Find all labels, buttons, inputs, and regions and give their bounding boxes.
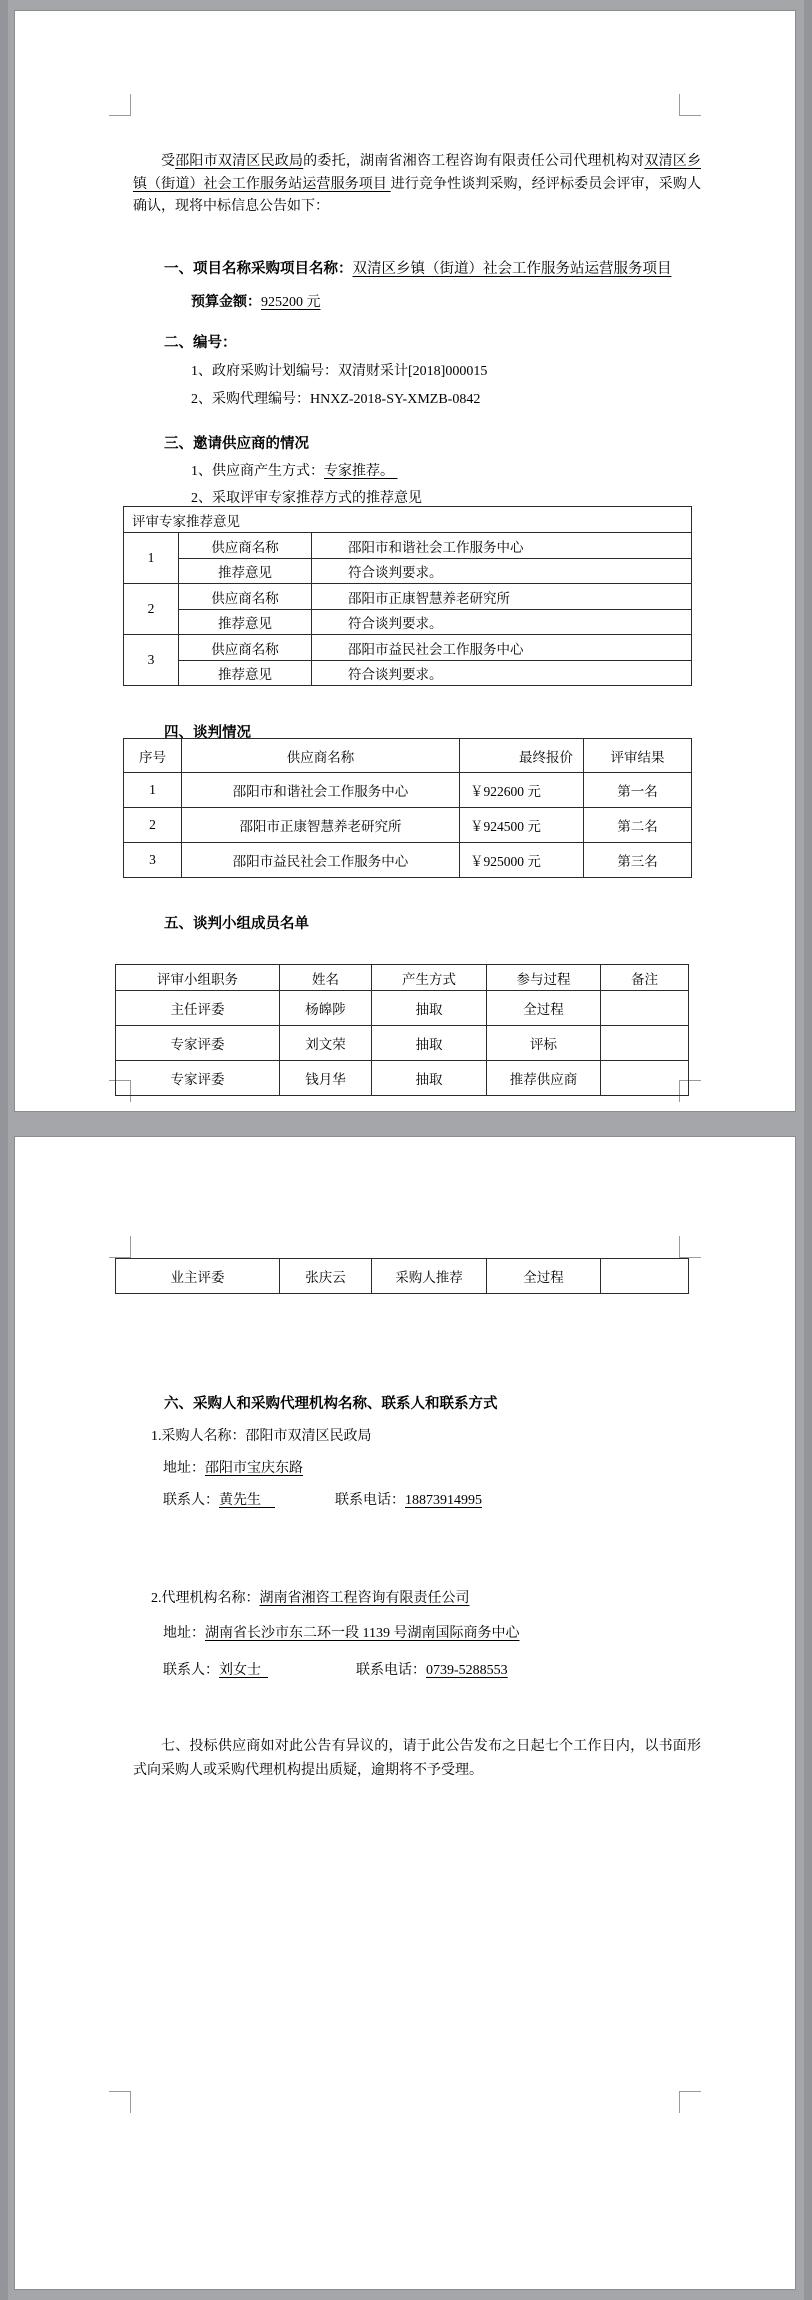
section-7-paragraph: 七、投标供应商如对此公告有异议的，请于此公告发布之日起七个工作日内，以书面形式向采购人或采购代理机构提出质疑，逾期将不予受理。	[133, 1739, 701, 1778]
negotiation-header-price: 最终报价	[460, 739, 584, 773]
panel-row-role: 专家评委	[116, 1061, 280, 1096]
buyer-phone-label: 联系电话：	[335, 1493, 405, 1508]
window-edge-left	[0, 0, 8, 2300]
panel-row-note	[601, 1026, 689, 1061]
negotiation-row-price: ￥925000 元	[460, 843, 584, 878]
panel-header-name: 姓名	[280, 965, 372, 991]
expert-row-1-no: 1	[124, 533, 179, 584]
intro-prefix: 受	[161, 154, 176, 169]
panel-row-process: 全过程	[487, 1259, 601, 1294]
agency-phone-label: 联系电话：	[356, 1663, 426, 1678]
budget-label: 预算金额：	[191, 295, 261, 310]
negotiation-header-no: 序号	[124, 739, 182, 773]
expert-table-title: 评审专家推荐意见	[124, 507, 692, 533]
agency-phone-value: 0739-5288553	[426, 1663, 508, 1678]
agency-number-line: 2、采购代理编号：HNXZ-2018-SY-XMZB-0842	[191, 392, 481, 407]
expert-row-2-supplier: 邵阳市正康智慧养老研究所	[312, 584, 692, 610]
expert-row-1-opinion: 符合谈判要求。	[312, 559, 692, 584]
negotiation-row-supplier: 邵阳市益民社会工作服务中心	[182, 843, 460, 878]
section-1-project-name: 双清区乡镇（街道）社会工作服务站运营服务项目	[352, 261, 672, 277]
agency-address-value: 湖南省长沙市东二环一段 1139 号湖南国际商务中心	[205, 1626, 520, 1641]
negotiation-header-result: 评审结果	[584, 739, 692, 773]
project-name: 双清区乡镇（街道）社会工作服务站运营服务项目	[133, 154, 702, 192]
section-4-heading: 四、谈判情况	[164, 725, 251, 741]
panel-row-method: 抽取	[372, 1026, 487, 1061]
panel-row-role: 主任评委	[116, 991, 280, 1026]
panel-row-name: 刘文荣	[280, 1026, 372, 1061]
panel-row-process: 全过程	[487, 991, 601, 1026]
opinion-label: 推荐意见	[179, 610, 312, 635]
crop-mark-bottom-left-icon	[109, 2091, 131, 2113]
section-5-heading: 五、谈判小组成员名单	[164, 916, 309, 932]
negotiation-row-supplier: 邵阳市正康智慧养老研究所	[182, 808, 460, 843]
panel-header-process: 参与过程	[487, 965, 601, 991]
expert-row-1-supplier: 邵阳市和谐社会工作服务中心	[312, 533, 692, 559]
crop-mark-top-right-icon	[679, 94, 701, 116]
panel-member-table-continued	[115, 1258, 689, 1294]
panel-row-process: 推荐供应商	[487, 1061, 601, 1096]
agency-address-label: 地址：	[163, 1626, 205, 1641]
agency-name-value: 湖南省湘咨工程咨询有限责任公司	[259, 1591, 470, 1606]
page-1	[14, 10, 796, 1112]
expert-row-3-opinion: 符合谈判要求。	[312, 661, 692, 686]
panel-row-name: 钱月华	[280, 1061, 372, 1096]
agency-contact-label: 联系人：	[163, 1663, 219, 1678]
supplier-source-line	[191, 460, 398, 480]
negotiation-row-price: ￥924500 元	[460, 808, 584, 843]
section-1-label: 一、项目名称采购项目名称：	[164, 261, 353, 277]
panel-header-role: 评审小组职务	[116, 965, 280, 991]
entrusting-org: 邵阳市双清区民政局	[175, 154, 304, 169]
section-2-heading: 二、编号：	[164, 335, 237, 351]
negotiation-row-no: 3	[124, 843, 182, 878]
panel-row-name: 张庆云	[280, 1259, 372, 1294]
negotiation-row-supplier: 邵阳市和谐社会工作服务中心	[182, 773, 460, 808]
crop-mark-top-left-icon	[109, 94, 131, 116]
agency-contact-line	[163, 1659, 508, 1679]
recommendation-intro-line: 2、采取评审专家推荐方式的推荐意见	[191, 491, 422, 506]
expert-recommendation-table	[123, 506, 692, 686]
supplier-name-label: 供应商名称	[179, 635, 312, 661]
panel-header-method: 产生方式	[372, 965, 487, 991]
expert-row-3-no: 3	[124, 635, 179, 686]
buyer-contact-label: 联系人：	[163, 1493, 219, 1508]
negotiation-header-supplier: 供应商名称	[182, 739, 460, 773]
panel-row-role: 业主评委	[116, 1259, 280, 1294]
negotiation-row-result: 第二名	[584, 808, 692, 843]
panel-row-method: 抽取	[372, 1061, 487, 1096]
panel-row-process: 评标	[487, 1026, 601, 1061]
expert-row-3-supplier: 邵阳市益民社会工作服务中心	[312, 635, 692, 661]
buyer-name-value: 邵阳市双清区民政局	[245, 1429, 372, 1444]
panel-row-note	[601, 1061, 689, 1096]
plan-number-line: 1、政府采购计划编号：双清财采计[2018]000015	[191, 364, 488, 379]
buyer-address-label: 地址：	[163, 1461, 205, 1476]
buyer-name-label: 1.采购人名称：	[151, 1429, 246, 1444]
opinion-label: 推荐意见	[179, 661, 312, 686]
buyer-contact-value: 黄先生	[219, 1493, 275, 1508]
agency-address-line	[163, 1622, 519, 1642]
panel-row-method: 采购人推荐	[372, 1259, 487, 1294]
panel-row-note	[601, 991, 689, 1026]
opinion-label: 推荐意见	[179, 559, 312, 584]
panel-header-note: 备注	[601, 965, 689, 991]
buyer-phone-value: 18873914995	[405, 1493, 482, 1508]
agency-name-label: 2.代理机构名称：	[151, 1591, 260, 1606]
panel-row-method: 抽取	[372, 991, 487, 1026]
buyer-name-line	[151, 1425, 372, 1445]
intro-suffix: 进行竞争性谈判采购，经评标委员会评审，采购人确认，现将中标信息公告如下：	[133, 176, 702, 214]
section-6-heading: 六、采购人和采购代理机构名称、联系人和联系方式	[164, 1396, 498, 1412]
negotiation-table	[123, 738, 692, 878]
supplier-source-value: 专家推荐。	[324, 464, 398, 479]
expert-row-2-opinion: 符合谈判要求。	[312, 610, 692, 635]
crop-mark-top-left-icon	[109, 1236, 131, 1258]
section-1-heading	[164, 257, 672, 278]
supplier-name-label: 供应商名称	[179, 533, 312, 559]
panel-row-note	[601, 1259, 689, 1294]
agency-name-line	[151, 1587, 470, 1607]
window-edge-right	[804, 0, 812, 2300]
buyer-address-line	[163, 1457, 303, 1477]
panel-row-name: 杨皞陟	[280, 991, 372, 1026]
supplier-source-label: 1、供应商产生方式：	[191, 464, 324, 479]
crop-mark-top-right-icon	[679, 1236, 701, 1258]
section-3-heading: 三、邀请供应商的情况	[164, 436, 309, 452]
expert-row-2-no: 2	[124, 584, 179, 635]
intro-paragraph	[133, 151, 701, 219]
panel-row-role: 专家评委	[116, 1026, 280, 1061]
negotiation-row-result: 第三名	[584, 843, 692, 878]
budget-value: 925200 元	[261, 295, 321, 310]
panel-member-table	[115, 964, 689, 1096]
budget-line	[191, 291, 321, 311]
supplier-name-label: 供应商名称	[179, 584, 312, 610]
negotiation-row-no: 1	[124, 773, 182, 808]
negotiation-row-no: 2	[124, 808, 182, 843]
buyer-address-value: 邵阳市宝庆东路	[205, 1461, 303, 1476]
intro-middle: 的委托，湖南省湘咨工程咨询有限责任公司代理机构对	[303, 154, 645, 169]
agency-contact-value: 刘女士	[219, 1663, 268, 1678]
buyer-contact-line	[163, 1489, 482, 1509]
page-2	[14, 1136, 796, 2290]
negotiation-row-price: ￥922600 元	[460, 773, 584, 808]
crop-mark-bottom-right-icon	[679, 2091, 701, 2113]
negotiation-row-result: 第一名	[584, 773, 692, 808]
